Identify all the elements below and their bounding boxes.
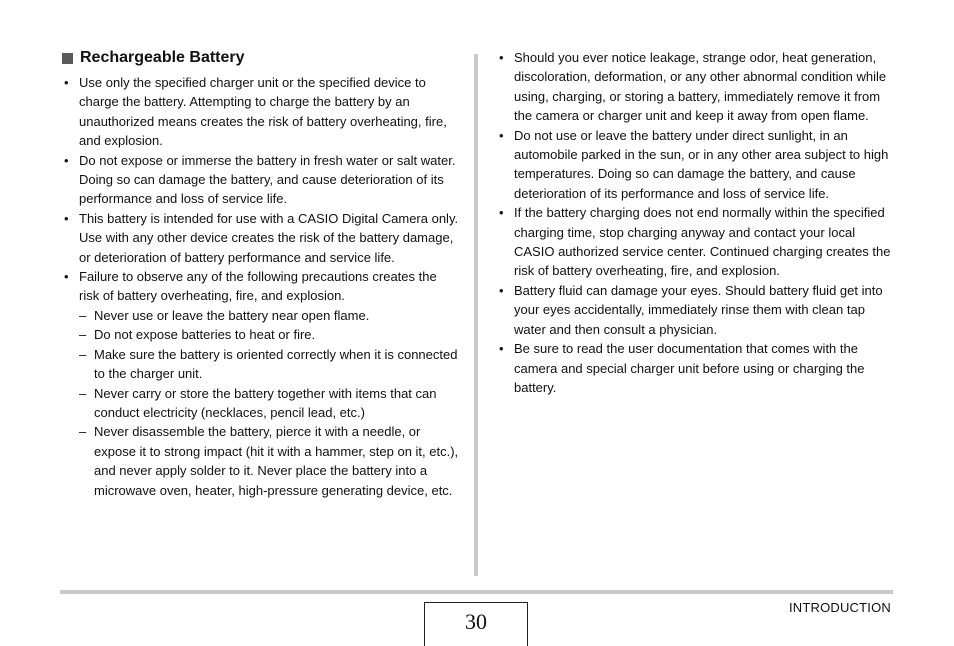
list-item: • Battery fluid can damage your eyes. Should battery fluid get into your eyes accidentally, immediately rinse them with clean tap water and then consult a physician. [497, 281, 897, 339]
sub-list-item: – Never use or leave the battery near open flame. [79, 306, 460, 325]
section-title: Rechargeable Battery [80, 49, 245, 66]
sub-list-item: – Make sure the battery is oriented correctly when it is connected to the charger unit. [79, 345, 460, 384]
section-heading [62, 48, 460, 68]
footer-rule [60, 590, 893, 594]
list-item: • Do not expose or immerse the battery in fresh water or salt water. Doing so can damage the battery, and cause deterioration of its performance and loss of service life. [62, 151, 460, 209]
list-item [62, 267, 460, 500]
sub-list-item: – Never carry or store the battery together with items that can conduct electricity (necklaces, pencil lead, etc.) [79, 384, 460, 423]
list-item: • Use only the specified charger unit or the specified device to charge the battery. Attempting to charge the battery by an unauthorized means creates the risk of battery overheating, fire, and explosion. [62, 73, 460, 151]
right-column [497, 48, 897, 397]
sub-list-item: – Never disassemble the battery, pierce it with a needle, or expose it to strong impact (hit it with a hammer, step on it, etc.), and never apply solder to it. Never place the battery into a microwave oven, heater, high-pressure generating device, etc. [79, 422, 460, 500]
list-item: • This battery is intended for use with a CASIO Digital Camera only. Use with any other device creates the risk of the battery damage, or deterioration of battery performance and service life. [62, 209, 460, 267]
right-bullet-list [497, 48, 897, 397]
left-column [62, 48, 460, 500]
page-number: 30 [424, 602, 528, 646]
square-bullet-icon [62, 53, 73, 64]
column-divider [474, 54, 478, 576]
list-item: • If the battery charging does not end normally within the specified charging time, stop charging anyway and contact your local CASIO authorized service center. Continued charging creates the risk of battery overheating, fire, and explosion. [497, 203, 897, 281]
list-item-text: Failure to observe any of the following precautions creates the risk of battery overheating, fire, and explosion. [79, 269, 437, 304]
list-item: • Do not use or leave the battery under direct sunlight, in an automobile parked in the sun, or in any other area subject to high temperatures. Doing so can damage the battery, and cause deterioration of its performance and loss of service life. [497, 126, 897, 204]
precaution-sublist [79, 306, 460, 500]
list-item: • Should you ever notice leakage, strange odor, heat generation, discoloration, deformation, or any other abnormal condition while using, charging, or storing a battery, immediately remove it from the camera or charger unit and keep it away from open flame. [497, 48, 897, 126]
sub-list-item: – Do not expose batteries to heat or fire. [79, 325, 460, 344]
section-label: INTRODUCTION [788, 600, 891, 615]
left-bullet-list [62, 73, 460, 500]
list-item: • Be sure to read the user documentation that comes with the camera and special charger unit before using or charging the battery. [497, 339, 897, 397]
